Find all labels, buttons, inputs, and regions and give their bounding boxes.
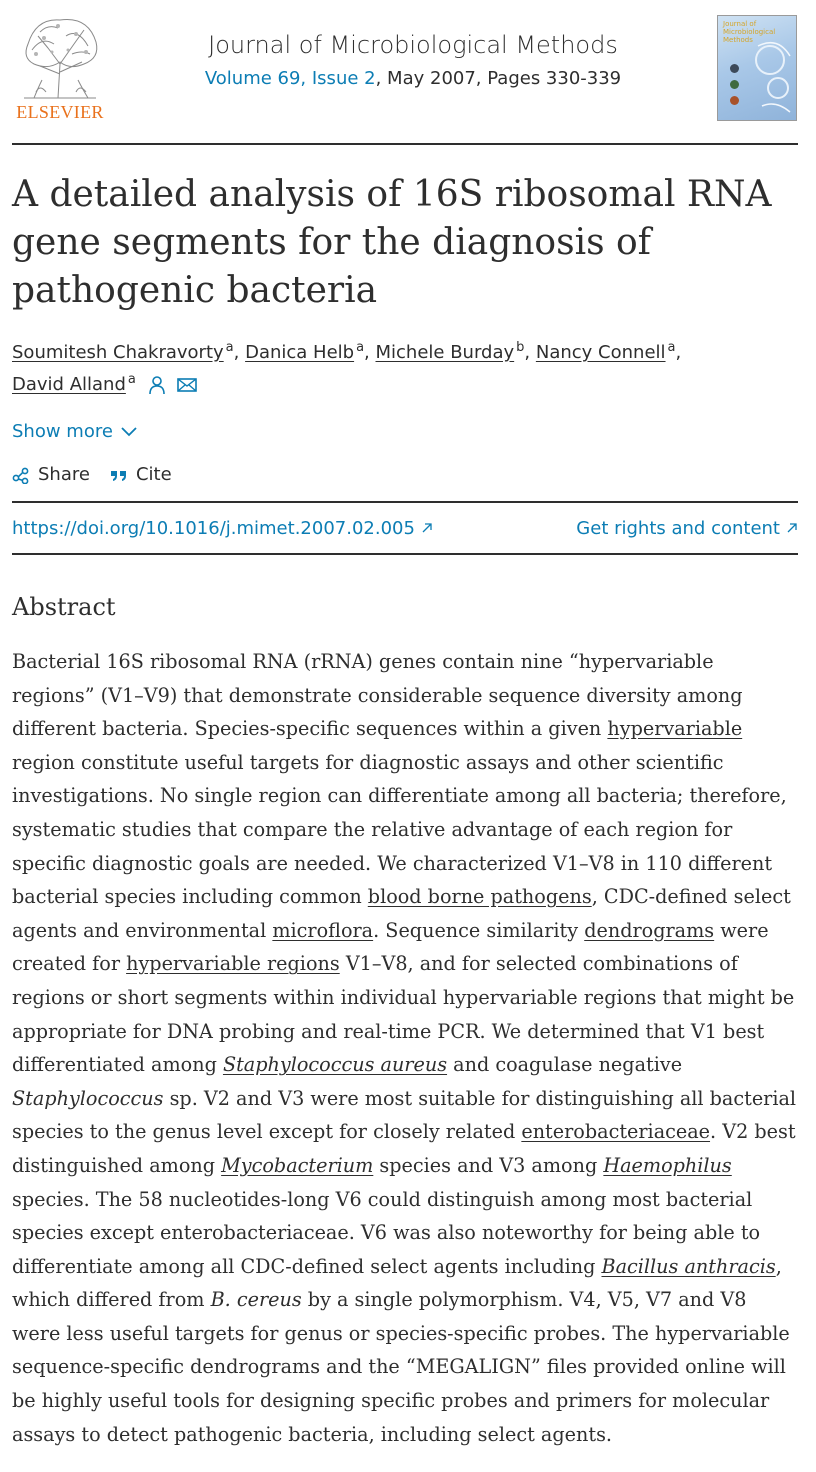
abstract-text: species. The 58 nucleotides-long V6 could distinguish among most bacterial species except enterobacteriaceae. V6 was also noteworthy for being able to differentiate among all CDC-defined select agents including [12, 1187, 761, 1278]
external-arrow-icon [786, 522, 798, 534]
abstract-body [12, 645, 798, 1451]
quote-icon [110, 467, 128, 483]
affiliation-marker[interactable]: a [667, 340, 676, 355]
publisher-name: ELSEVIER [16, 102, 104, 122]
elsevier-tree-logo-icon [18, 14, 102, 100]
glossary-term-link[interactable]: enterobacteriaceae [521, 1120, 711, 1144]
author: Michele Burday $^b$, [375, 340, 536, 363]
volume-issue-link[interactable]: Volume 69, Issue 2 [204, 68, 376, 89]
affiliation-marker[interactable]: b [516, 340, 525, 355]
doi-bar [12, 501, 798, 555]
author-name[interactable]: Michele Burday [375, 342, 515, 363]
glossary-term-link[interactable]: Haemophilus [603, 1153, 732, 1177]
cover-title: Journal of Microbiological Methods [723, 20, 776, 44]
abstract-text: V1–V8, and for selected combinations of regions or short segments within individual hypervariable regions that might be appropriate for DNA probing and real-time PCR. We determined that V1 best differentiated among [12, 952, 795, 1077]
article-title: A detailed analysis of 16S ribosomal RNA gene segments for the diagnosis of pathogenic bacteria [12, 174, 772, 311]
abstract-text: . V2 best distinguished among [12, 1120, 796, 1177]
abstract-italic-text: Staphylococcus [12, 1086, 164, 1110]
author: Nancy Connell $^a$, [535, 340, 682, 363]
author [12, 374, 136, 395]
glossary-term-link[interactable]: Staphylococcus aureus [222, 1053, 448, 1077]
glossary-term-link[interactable]: Bacillus anthracis [601, 1254, 776, 1278]
share-label: Share [38, 464, 90, 485]
cover-art-icon [718, 16, 797, 121]
abstract-text: Bacterial 16S ribosomal RNA (rRNA) genes contain nine “hypervariable regions” (V1–V9) that demonstrate considerable sequence diversity among different bacteria. Species-specific sequences within a given [12, 650, 743, 741]
abstract-text: and coagulase negative [447, 1053, 683, 1077]
abstract-text: were created for [12, 918, 769, 976]
author-name[interactable]: Danica Helb [245, 342, 355, 363]
author: Soumitesh Chakravorty $^a$, [12, 340, 246, 363]
author-name[interactable]: David Alland [12, 374, 126, 395]
doi-text: https://doi.org/10.1016/j.mimet.2007.02.005 [12, 517, 415, 539]
glossary-term-link[interactable]: microflora [272, 918, 374, 942]
issue-line [192, 68, 634, 89]
get-rights-link[interactable] [576, 518, 798, 539]
affiliation-marker[interactable]: a [127, 372, 136, 387]
affiliation-marker[interactable]: a [356, 340, 365, 355]
cite-label: Cite [135, 464, 172, 485]
share-button[interactable] [12, 464, 90, 485]
journal-header [12, 0, 798, 145]
glossary-term-link[interactable]: hypervariable [607, 717, 743, 741]
article-actions [12, 464, 798, 485]
journal-cover-thumbnail[interactable] [717, 15, 797, 121]
glossary-term-link[interactable]: blood borne pathogens [367, 885, 592, 909]
glossary-term-link[interactable]: Mycobacterium [221, 1153, 374, 1177]
cite-button[interactable] [110, 464, 172, 485]
abstract-italic-text: B. cereus [210, 1288, 302, 1312]
envelope-icon[interactable] [177, 377, 197, 393]
date-pages: , May 2007, Pages 330-339 [375, 68, 622, 89]
glossary-term-link[interactable]: dendrograms [584, 918, 715, 942]
show-more-button[interactable] [12, 421, 798, 442]
abstract-heading: Abstract [12, 593, 116, 621]
abstract-text: , CDC-defined select agents and environmental [12, 885, 791, 942]
article-page [12, 0, 798, 1470]
rights-text: Get rights and content [576, 517, 780, 539]
share-icon [12, 466, 30, 484]
journal-info [192, 26, 634, 89]
show-more-label: Show more [12, 421, 113, 442]
abstract-text: . Sequence similarity [373, 918, 585, 942]
author-name[interactable]: Soumitesh Chakravorty [12, 342, 224, 363]
author-list [12, 337, 798, 401]
abstract-text: region constitute useful targets for diagnostic assays and other scientific investigations. No single region can differentiate among all bacteria; therefore, systematic studies that compare the relative advantage of each region for specific diagnostic goals are needed. We characterized V1–V8 in 110 different bacterial species including common [12, 750, 787, 909]
journal-title[interactable]: Journal of Microbiological Methods [208, 31, 618, 59]
chevron-down-icon [121, 427, 137, 437]
abstract-text: by a single polymorphism. V4, V5, V7 and V8 were less useful targets for genus or species-specific probes. The hypervariable sequence-specific dendrograms and the “MEGALIGN” files provided online will be highly useful tools for designing specific probes and primers for molecular assays to detect pathogenic bacteria, including select agents. [12, 1288, 790, 1446]
affiliation-marker[interactable]: a [225, 340, 234, 355]
abstract-text: , which differed from [12, 1254, 782, 1312]
external-arrow-icon [421, 522, 433, 534]
doi-link[interactable] [12, 518, 433, 539]
author: Danica Helb $^a$, [245, 340, 376, 363]
abstract-text: sp. V2 and V3 were most suitable for distinguishing all bacterial species to the genus level except for closely related [12, 1086, 797, 1144]
author-name[interactable]: Nancy Connell [535, 342, 666, 363]
abstract-text: species and V3 among [373, 1153, 604, 1177]
glossary-term-link[interactable]: hypervariable regions [126, 952, 340, 976]
publisher-logo[interactable] [12, 14, 108, 124]
person-icon[interactable] [148, 375, 166, 395]
